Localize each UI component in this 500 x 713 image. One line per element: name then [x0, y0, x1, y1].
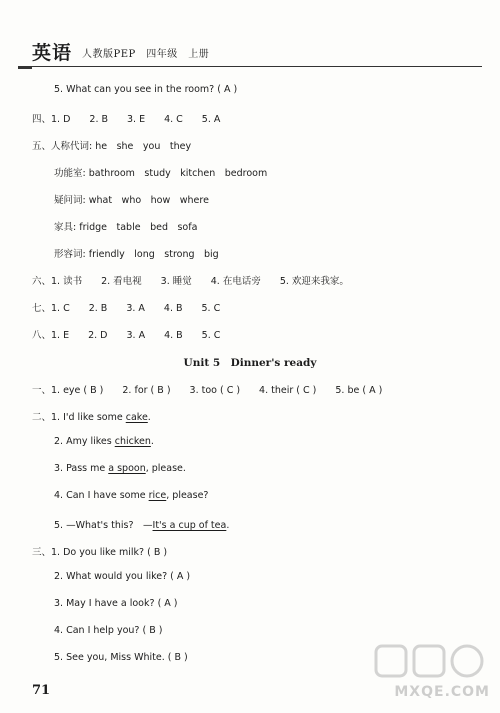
answer-line: 4. Can I have some rice, please? [54, 490, 209, 501]
watermark-logo [370, 640, 490, 706]
answer-line: 四、1. D 2. B 3. E 4. C 5. A [32, 114, 221, 125]
answer-line: 3. Pass me a spoon, please. [54, 463, 186, 474]
answer-line: 七、1. C 2. B 3. A 4. B 5. C [32, 303, 221, 314]
book-edition: 人教版PEP 四年级 上册 [82, 49, 210, 60]
answer-line: 4. Can I help you? ( B ) [54, 625, 163, 636]
answer-line: 一、1. eye ( B ) 2. for ( B ) 3. too ( C ) 4. their ( C ) 5. be ( A ) [32, 385, 383, 396]
answer-line: 5. What can you see in the room? ( A ) [54, 84, 238, 95]
watermark-icon [370, 640, 490, 684]
page-number: 71 [32, 683, 51, 698]
answer-line: 八、1. E 2. D 3. A 4. B 5. C [32, 330, 221, 341]
answer-line: 5. See you, Miss White. ( B ) [54, 652, 188, 663]
book-title: 英语 [32, 42, 73, 64]
answer-line: 2. What would you like? ( A ) [54, 571, 191, 582]
answer-line: 2. Amy likes chicken. [54, 436, 154, 447]
answer-line: 形容词: friendly long strong big [54, 249, 219, 260]
answer-line: 二、1. I'd like some cake. [32, 412, 151, 423]
answer-line: 3. May I have a look? ( A ) [54, 598, 178, 609]
answer-line: 功能室: bathroom study kitchen bedroom [54, 168, 268, 179]
watermark-text: MXQE.COM [394, 684, 490, 700]
header-rule [20, 66, 482, 67]
header-mark [18, 58, 32, 69]
answer-line: 六、1. 读书 2. 看电视 3. 睡觉 4. 在电话旁 5. 欢迎来我家。 [32, 276, 349, 287]
unit-heading: Unit 5 Dinner's ready [183, 357, 317, 369]
answer-line: 三、1. Do you like milk? ( B ) [32, 547, 168, 558]
answer-line: 疑问词: what who how where [54, 195, 209, 206]
answer-line: 五、人称代词: he she you they [32, 141, 192, 152]
answer-line: 5. —What's this? —It's a cup of tea. [54, 520, 230, 531]
answer-line: 家具: fridge table bed sofa [54, 222, 198, 233]
